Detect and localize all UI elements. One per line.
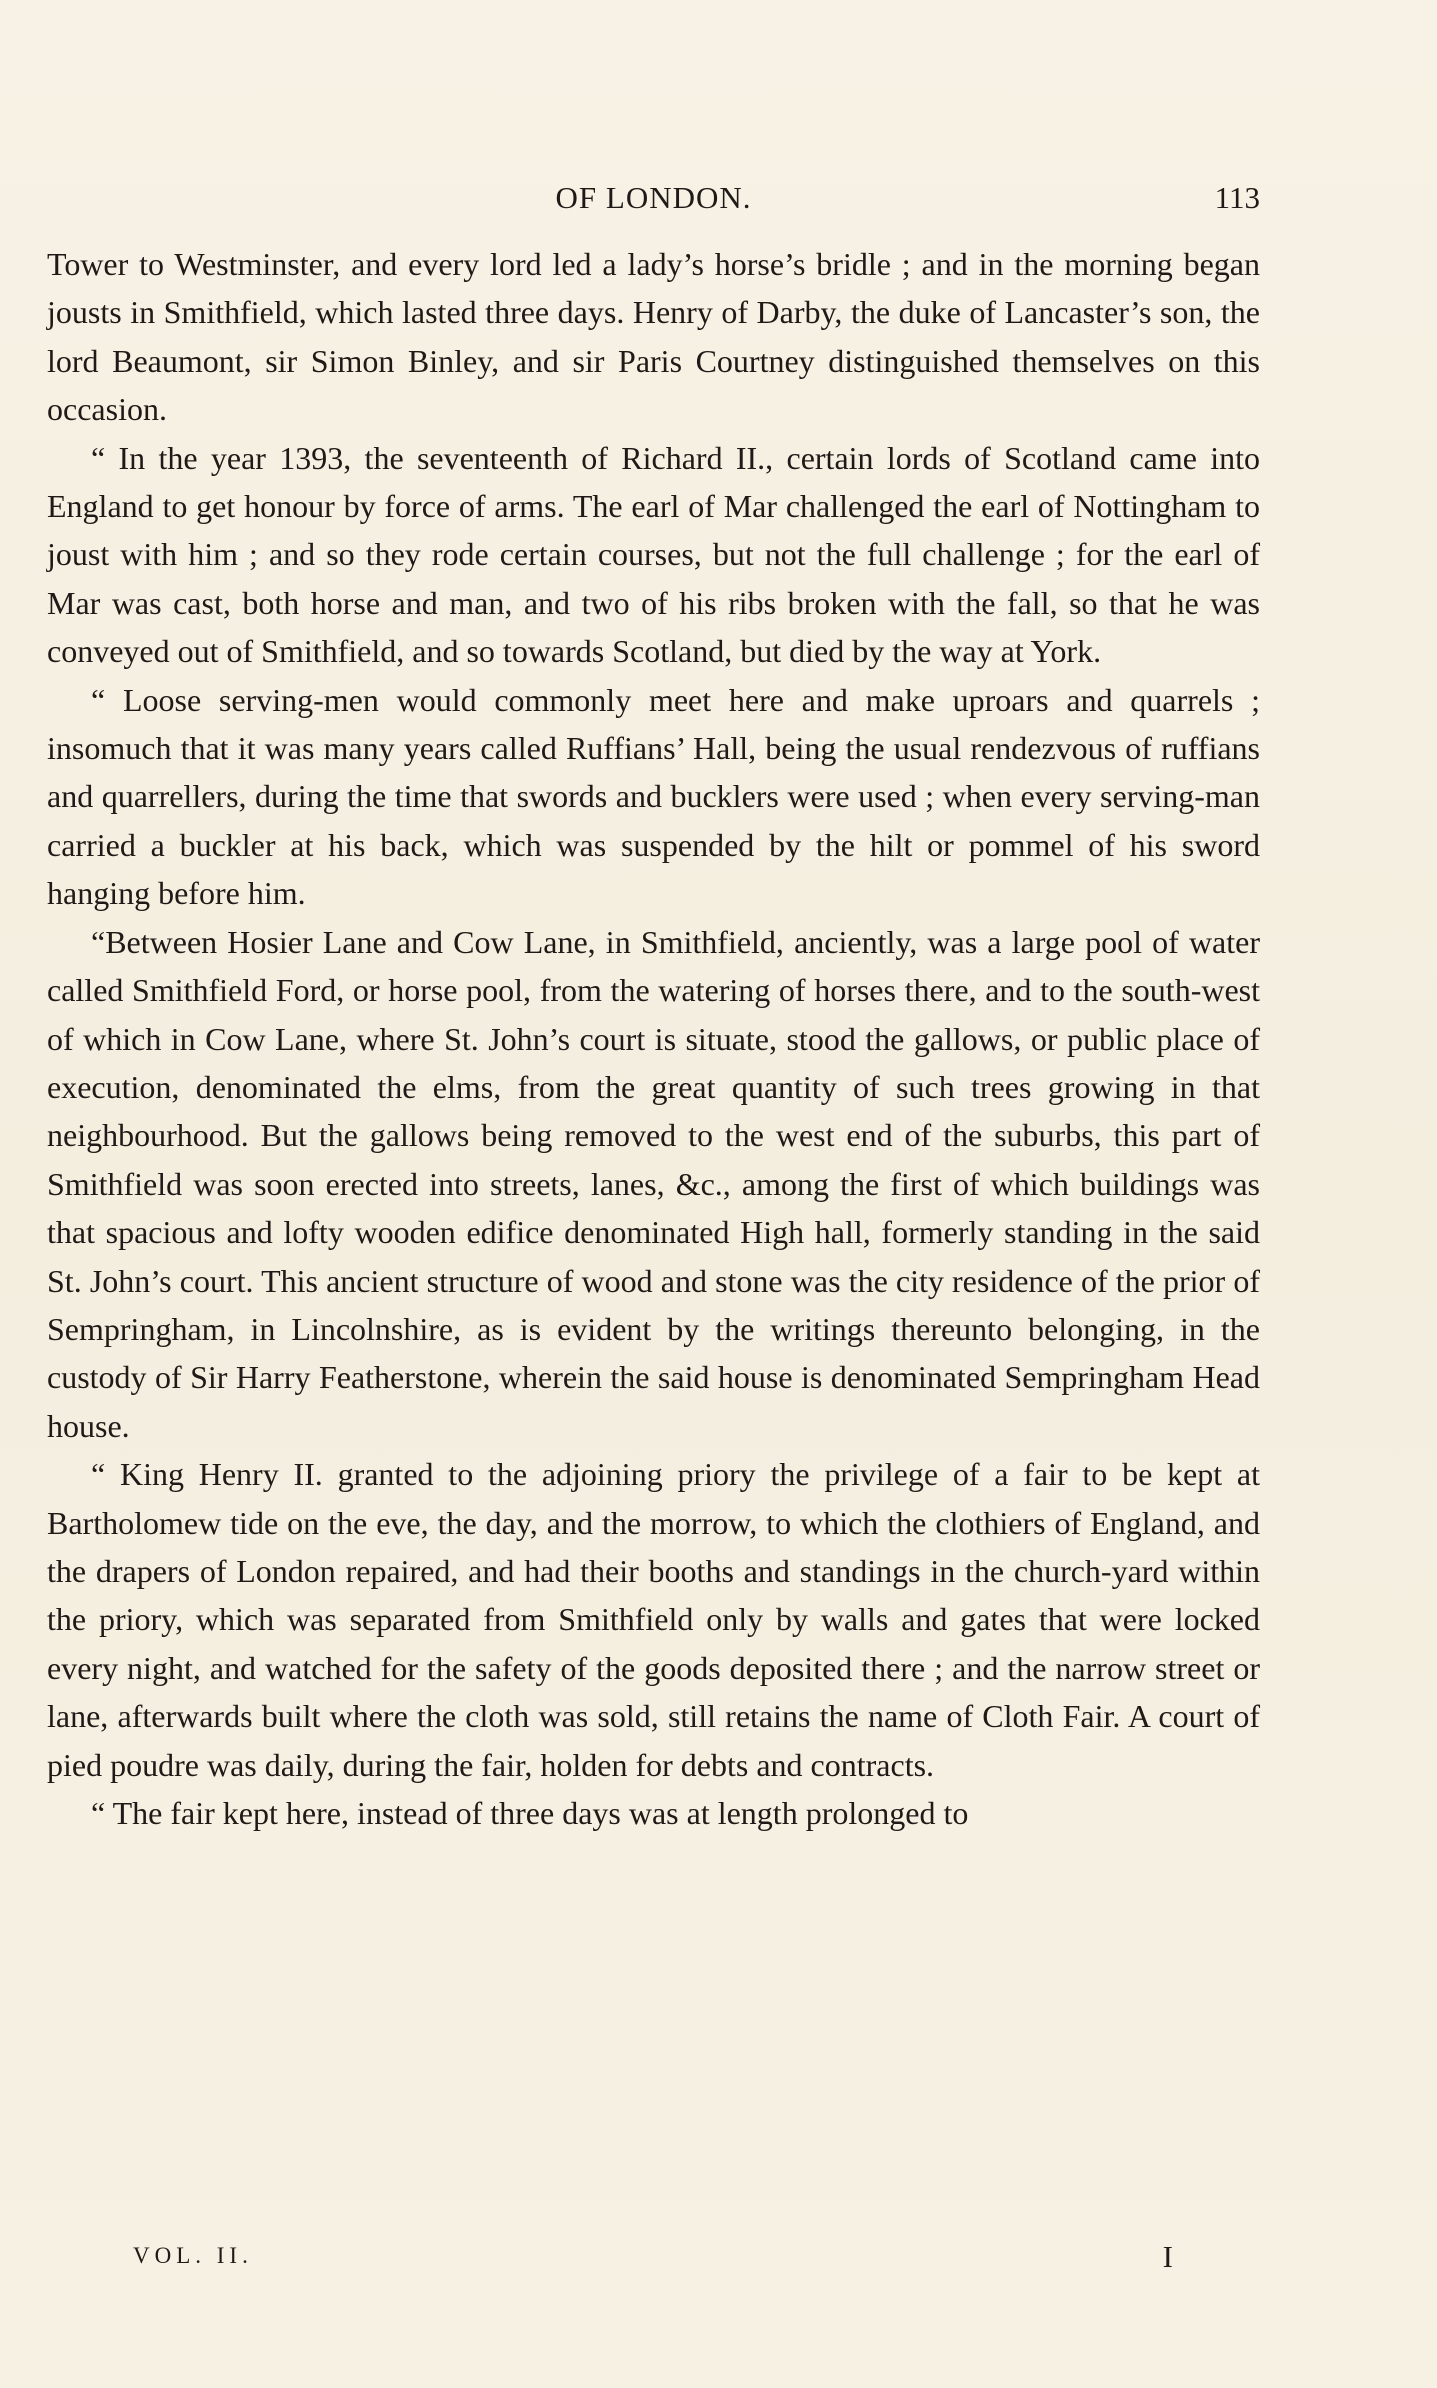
- body-text: [47, 240, 1260, 1837]
- signature-mark: I: [1162, 2239, 1173, 2274]
- volume-mark: VOL. II.: [133, 2243, 253, 2268]
- paragraph-bartholomew-fair: “ King Henry II. granted to the adjoining priory the privilege of a fair to be kept at Bartholomew tide on the eve, the day, and the morrow, to which the clothiers of England, and the drapers of London repaired, and had their booths and standings in the church-yard within the priory, which was separated from Smithfield only by walls and gates that were locked every night, and watched for the safety of the goods deposited there ; and the narrow street or lane, afterwards built where the cloth was sold, still retains the name of Cloth Fair. A court of pied poudre was daily, during the fair, holden for debts and contracts.: [47, 1456, 1260, 1783]
- paragraph-scotland-joust: “ In the year 1393, the seventeenth of Richard II., certain lords of Scotland came into England to get honour by force of arms. The earl of Mar challenged the earl of Nottingham to joust with him ; and so they rode certain courses, but not the full challenge ; for the earl of Mar was cast, both horse and man, and two of his ribs broken with the fall, so that he was conveyed out of Smithfield, and so towards Scotland, but died by the way at York.: [47, 439, 1260, 670]
- page-header: [47, 180, 1260, 220]
- paragraph-smithfield-ford: “Between Hosier Lane and Cow Lane, in Smithfield, anciently, was a large pool of water called Smithfield Ford, or horse pool, from the watering of horses there, and to the south-west of which in Cow Lane, where St. John’s court is situate, stood the gallows, or public place of execution, denominated the elms, from the great quantity of such trees growing in that neighbourhood. But the gallows being removed to the west end of the suburbs, this part of Smithfield was soon erected into streets, lanes, &c., among the first of which buildings was that spacious and lofty wooden edifice denominated High hall, formerly standing in the said St. John’s court. This ancient structure of wood and stone was the city residence of the prior of Sempringham, in Lincolnshire, as is evident by the writings thereunto belonging, in the custody of Sir Harry Featherstone, wherein the said house is denominated Sempringham Head house.: [47, 923, 1260, 1444]
- running-title: OF LONDON.: [555, 180, 752, 215]
- paragraph-fair-prolonged: “ The fair kept here, instead of three days was at length prolonged to: [91, 1795, 969, 1831]
- paragraph-ruffians-hall: “ Loose serving-men would commonly meet here and make uproars and quarrels ; insomuch that it was many years called Ruffians’ Hall, being the usual rendezvous of ruffians and quarrellers, during the time that swords and bucklers were used ; when every serving-man carried a buckler at his back, which was suspended by the hilt or pommel of his sword hanging before him.: [47, 681, 1260, 912]
- page-number: 113: [1214, 180, 1260, 215]
- page-footer: [133, 2239, 1173, 2283]
- paragraph-continuation: Tower to Westminster, and every lord led a lady’s horse’s bridle ; and in the morning began jousts in Smithfield, which lasted three days. Henry of Darby, the duke of Lancaster’s son, the lord Beaumont, sir Simon Binley, and sir Paris Courtney distinguished themselves on this occasion.: [47, 246, 1260, 428]
